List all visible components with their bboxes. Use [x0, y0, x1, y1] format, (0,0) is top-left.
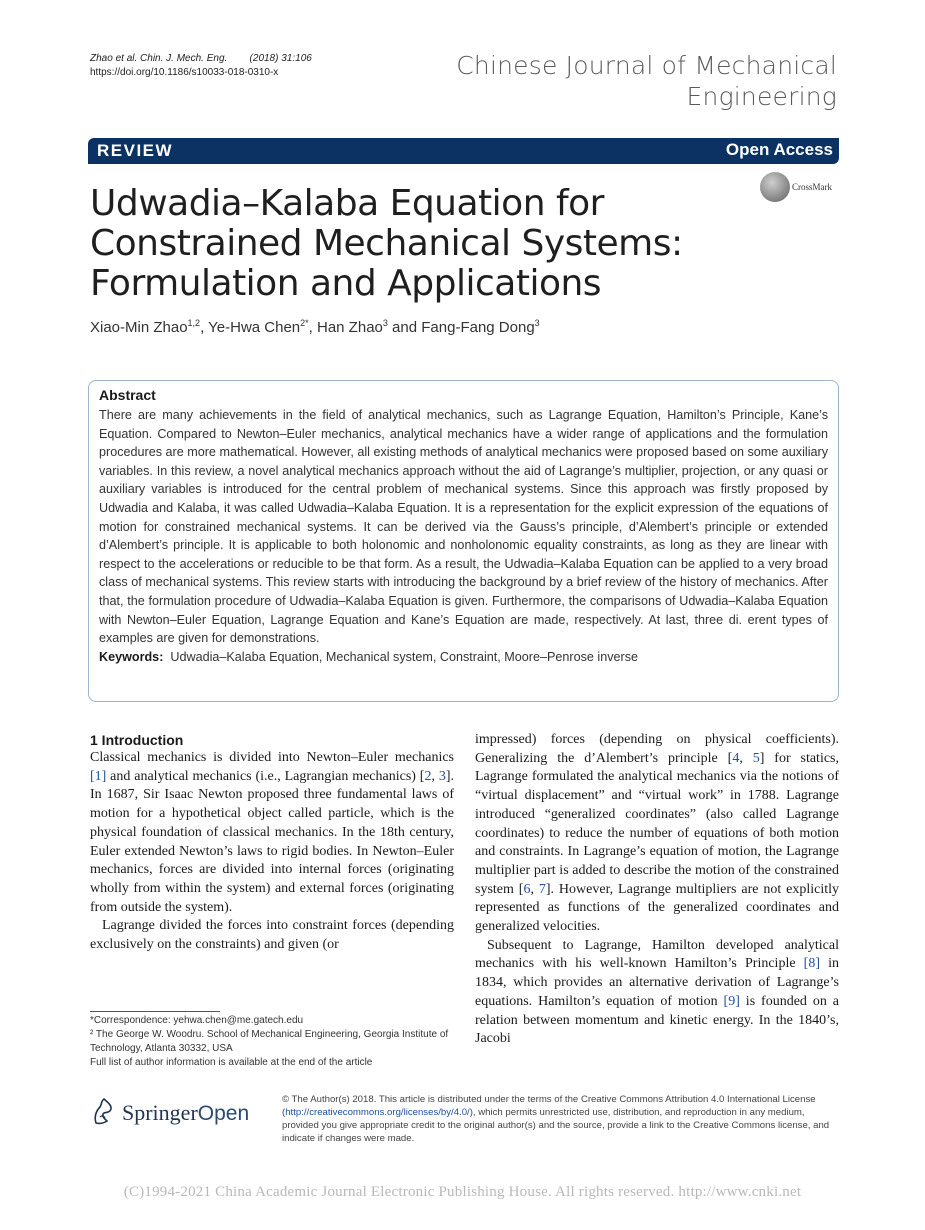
section-heading: 1 Introduction — [90, 732, 184, 748]
license-text — [282, 1093, 842, 1145]
author-list — [90, 318, 540, 336]
citation-volume: (2018) 31:106 — [249, 53, 312, 64]
text-run: , — [431, 768, 439, 784]
reference-link[interactable]: 4 — [732, 750, 740, 766]
reference-link[interactable]: 3 — [438, 768, 446, 784]
citation-authors: Zhao et al. — [90, 53, 138, 64]
author-affiliation: 2* — [300, 318, 309, 328]
footnotes — [90, 1014, 454, 1070]
author-separator: , — [200, 319, 209, 336]
reference-link[interactable]: 7 — [538, 881, 546, 897]
author-separator: and — [387, 319, 422, 336]
text-run: , — [530, 881, 539, 897]
paragraph — [475, 937, 839, 1049]
text-run: and analytical mechanics (i.e., Lagrangian mechanics) [ — [106, 768, 425, 784]
abstract-text: There are many achievements in the field of analytical mechanics, such as Lagrange Equation, Hamilton’s Principle, Kane’s Equation. Compared to Newton–Euler mechanics, analytical mechanics have a wider range of applications and the formulation procedures are more mathematical. However, all existing methods of analytical mechanics were proposed based on some auxiliary variables. In this review, a novel analytical mechanics approach without the aid of Lagrange’s multiplier, projection, or any quasi or auxiliary variables is introduced for the central problem of mechanical systems. Since this approach was firstly proposed by Udwadia and Kalaba, it was called Udwadia–Kalaba Equation. It is a representation for the explicit expression of the equations of motion for constrained mechanical systems. It can be derived via the Gauss’s principle, d’Alembert’s principle or extended d’Alembert’s principle. It is applicable to both holonomic and nonholonomic equality constraints, as long as they are linear with respect to the accelerations or reducible to be that form. As a result, the Udwadia–Kalaba Equation can be applied to a very broad class of mechanical systems. This review starts with introducing the background by a brief review of the history of mechanics. After that, the formulation procedure of Udwadia–Kalaba Equation is given. Furthermore, the comparisons of Udwadia–Kalaba Equation with Newton–Euler Equation, Lagrange Equation and Kane’s Equation are made, respectively. At last, three di. erent types of examples are given for demonstrations. — [99, 408, 828, 646]
doi-link[interactable]: https://doi.org/10.1186/s10033-018-0310-x — [90, 67, 279, 78]
author-affiliation: 3 — [534, 318, 540, 328]
reference-link[interactable]: [1] — [90, 768, 107, 784]
text-run: Subsequent to Lagrange, Hamilton developed analytical mechanics with his well-known Hamilton’s Principle — [475, 937, 839, 972]
keywords — [99, 648, 828, 667]
publisher-name — [122, 1100, 249, 1126]
cnki-watermark: (C)1994-2021 China Academic Journal Electronic Publishing House. All rights reserved. http://www.cnki.net — [123, 1184, 802, 1200]
springer-horse-icon — [90, 1097, 116, 1127]
author-separator: , — [308, 319, 317, 336]
article-type-label: REVIEW — [97, 141, 174, 160]
author-affiliation: 1,2 — [187, 318, 201, 328]
journal-name-line1: Chinese Journal of Mechanical — [456, 51, 837, 80]
reference-link[interactable]: 2 — [424, 768, 432, 784]
license-link[interactable]: http://creativecommons.org/licenses/by/4.0/ — [285, 1107, 470, 1118]
publisher-logo — [90, 1095, 270, 1135]
abstract-box — [88, 380, 839, 702]
abstract-heading: Abstract — [99, 387, 156, 403]
paragraph: Lagrange divided the forces into constraint forces (depending exclusively on the constraints) and given (or — [90, 918, 454, 953]
journal-name — [456, 50, 837, 112]
author-affiliation: 3 — [382, 318, 388, 328]
author-info-note: Full list of author information is available at the end of the article — [90, 1057, 373, 1068]
text-run: impressed) forces (depending on physical coefficients). Generalizing the d’Alembert’s principle [ — [475, 732, 839, 766]
author-name[interactable]: Xiao-Min Zhao — [90, 319, 188, 336]
affiliation-note: ² The George W. Woodru. School of Mechanical Engineering, Georgia Institute of Technology, Atlanta 30332, USA — [90, 1029, 449, 1054]
crossmark-label: CrossMark — [792, 182, 832, 192]
reference-link[interactable]: [9] — [723, 993, 740, 1009]
article-type-banner — [88, 138, 839, 164]
keywords-list: Udwadia–Kalaba Equation, Mechanical system, Constraint, Moore–Penrose inverse — [170, 649, 639, 664]
author-name[interactable]: Ye-Hwa Chen — [208, 319, 301, 336]
reference-link[interactable]: 6 — [523, 881, 531, 897]
reference-link[interactable]: [8] — [803, 956, 820, 972]
text-run: © The Author(s) 2018. This article is distributed under the terms of the Creative Commons Attribution 4.0 International License ( — [282, 1094, 816, 1118]
publisher-open: Open — [197, 1102, 250, 1125]
correspondence-note: *Correspondence: yehwa.chen@me.gatech.edu — [90, 1015, 304, 1026]
body-column-left — [90, 731, 454, 955]
crossmark-icon — [760, 172, 790, 202]
author-name[interactable]: Han Zhao — [317, 319, 383, 336]
paragraph — [90, 749, 454, 917]
author-name[interactable]: Fang-Fang Dong — [421, 319, 535, 336]
text-run: ]. However, Lagrange multipliers are not explicitly represented as functions of the generalized coordinates and generalized velocities. — [475, 881, 839, 935]
paragraph — [475, 731, 839, 937]
reference-link[interactable]: 5 — [752, 750, 760, 766]
citation-header — [90, 52, 312, 80]
keywords-label: Keywords: — [99, 649, 164, 664]
text-run: ), which permits unrestricted use, distribution, and reproduction in any medium, provided you give appropriate credit to the original author(s) and the source, provide a link to the Creative Commons license, and indicate if changes were made. — [282, 1107, 830, 1144]
citation-journal: Chin. J. Mech. Eng. — [140, 53, 228, 64]
journal-name-line2: Engineering — [686, 82, 837, 111]
text-run: Classical mechanics is divided into Newton–Euler mechanics — [90, 750, 454, 765]
publisher-springer: Springer — [122, 1100, 198, 1125]
text-run: is founded on a relation between momentum and kinetic energy. In the 1840’s, Jacobi — [475, 993, 839, 1047]
text-run: in 1834, which provides an alternative derivation of Lagrange’s equations. Hamilton’s equation of motion — [475, 956, 840, 1009]
text-run: , — [739, 750, 753, 766]
article-title: Udwadia–Kalaba Equation for Constrained Mechanical Systems: Formulation and Applications — [90, 183, 683, 304]
open-access-label: Open Access — [725, 140, 833, 159]
body-column-right — [475, 731, 839, 1049]
crossmark-badge[interactable] — [758, 170, 838, 210]
text-run: ] for statics, Lagrange formulated the analytical mechanics via the notions of “virtual displacement” and “virtual work” in 1788. Lagrange introduced “generalized coordinates” (also called Lagrange coordinates) to reduce the number of equations of both motion and constraints. In Lagrange’s equation of motion, the Lagrange multiplier part is added to describe the motion of the constrained system [ — [475, 750, 840, 897]
footnote-divider — [90, 1011, 220, 1012]
text-run: ]. In 1687, Sir Isaac Newton proposed three fundamental laws of motion for a hypothetical object called particle, which is the physical foundation of classical mechanics. In the 18th century, Euler extended Newton’s laws to rigid bodies. In Newton–Euler mechanics, forces are divided into internal forces (originating wholly from within the system) and external forces (originating from outside the system). — [90, 768, 454, 915]
